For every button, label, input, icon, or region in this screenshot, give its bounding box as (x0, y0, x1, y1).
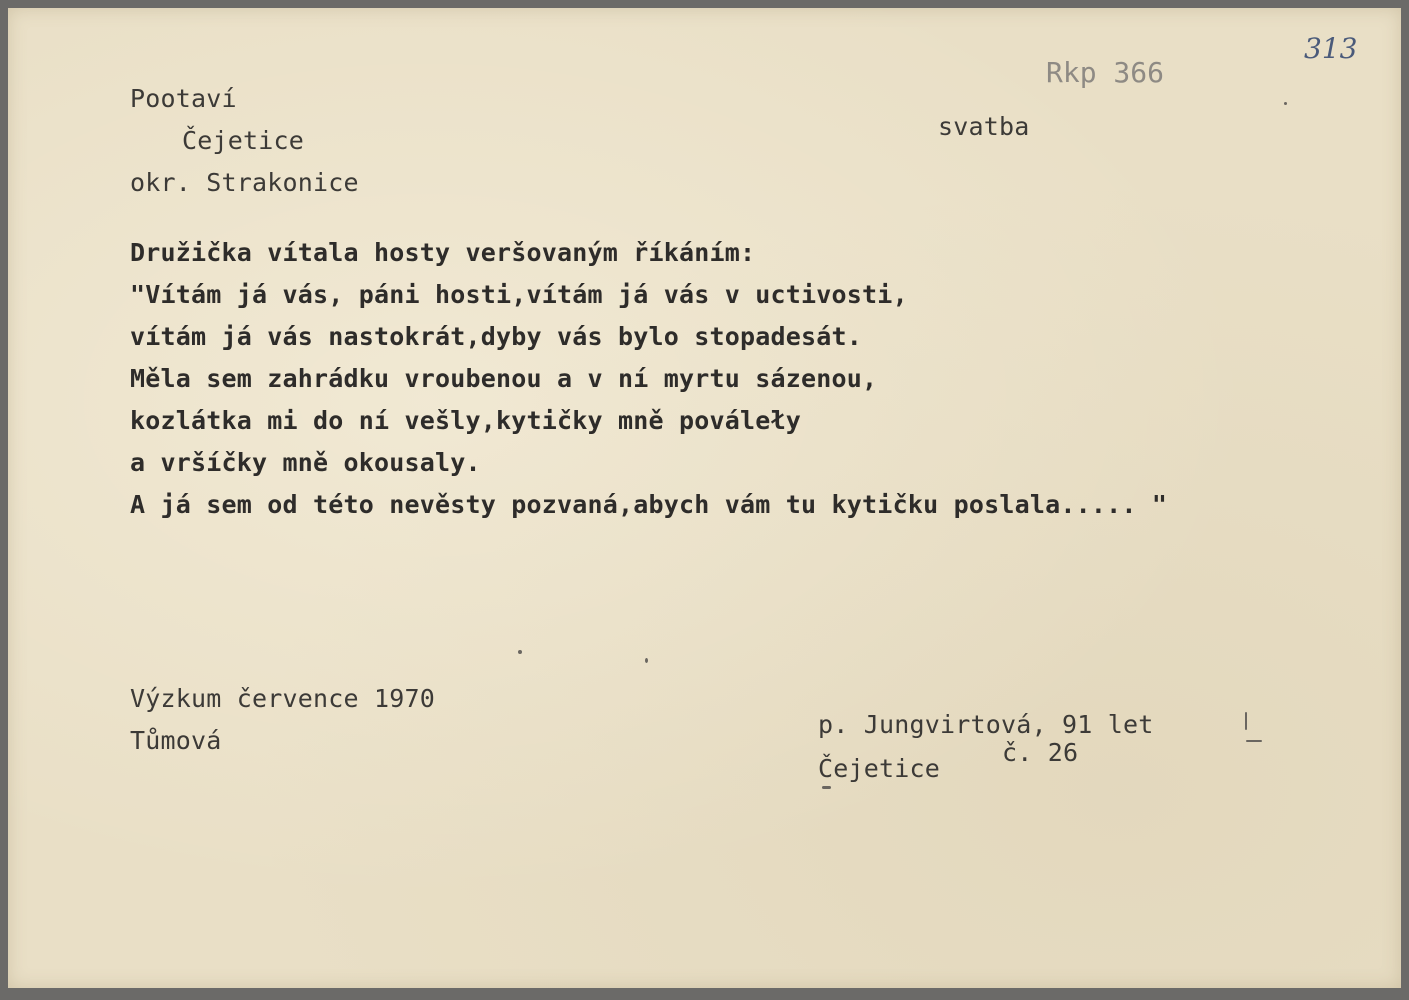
village-name: Čejetice (182, 126, 305, 155)
informant-name: p. Jungvirtová, 91 let (818, 710, 1154, 739)
text-line: Měla sem zahrádku vroubenou a v ní myrtu sázenou, (130, 364, 878, 393)
district-name: okr. Strakonice (130, 168, 359, 197)
text-line: vítám já vás nastokrát,dyby vás bylo stopadesát. (130, 322, 863, 351)
topic-label: svatba (938, 112, 1030, 141)
paper-speck (645, 658, 648, 663)
informant-village: Čejetice (818, 754, 941, 783)
text-line: a vršíčky mně okousaly. (130, 448, 481, 477)
research-date: Výzkum července 1970 (130, 684, 436, 713)
paper-speck (822, 786, 831, 789)
text-line: "Vítám já vás, páni hosti,vítám já vás v uctivosti, (130, 280, 908, 309)
house-number: č. 26 (1002, 738, 1079, 767)
region-name: Pootaví (130, 84, 237, 113)
archive-reference: Rkp 366 (1046, 56, 1165, 89)
paper-speck (1246, 740, 1262, 742)
paper-speck (1245, 712, 1247, 730)
researcher-name: Tůmová (130, 726, 222, 755)
text-line: kozlátka mi do ní vešly,kytičky mně pováleły (130, 406, 802, 435)
paper-speck (518, 650, 522, 654)
paper-speck (1284, 102, 1287, 105)
text-line: A já sem od této nevěsty pozvaná,abych vám tu kytičku poslala..... " (130, 490, 1168, 519)
archive-card (8, 8, 1401, 988)
text-line: Družička vítala hosty veršovaným říkáním: (130, 238, 756, 267)
handwritten-page-number: 313 (1304, 32, 1358, 65)
